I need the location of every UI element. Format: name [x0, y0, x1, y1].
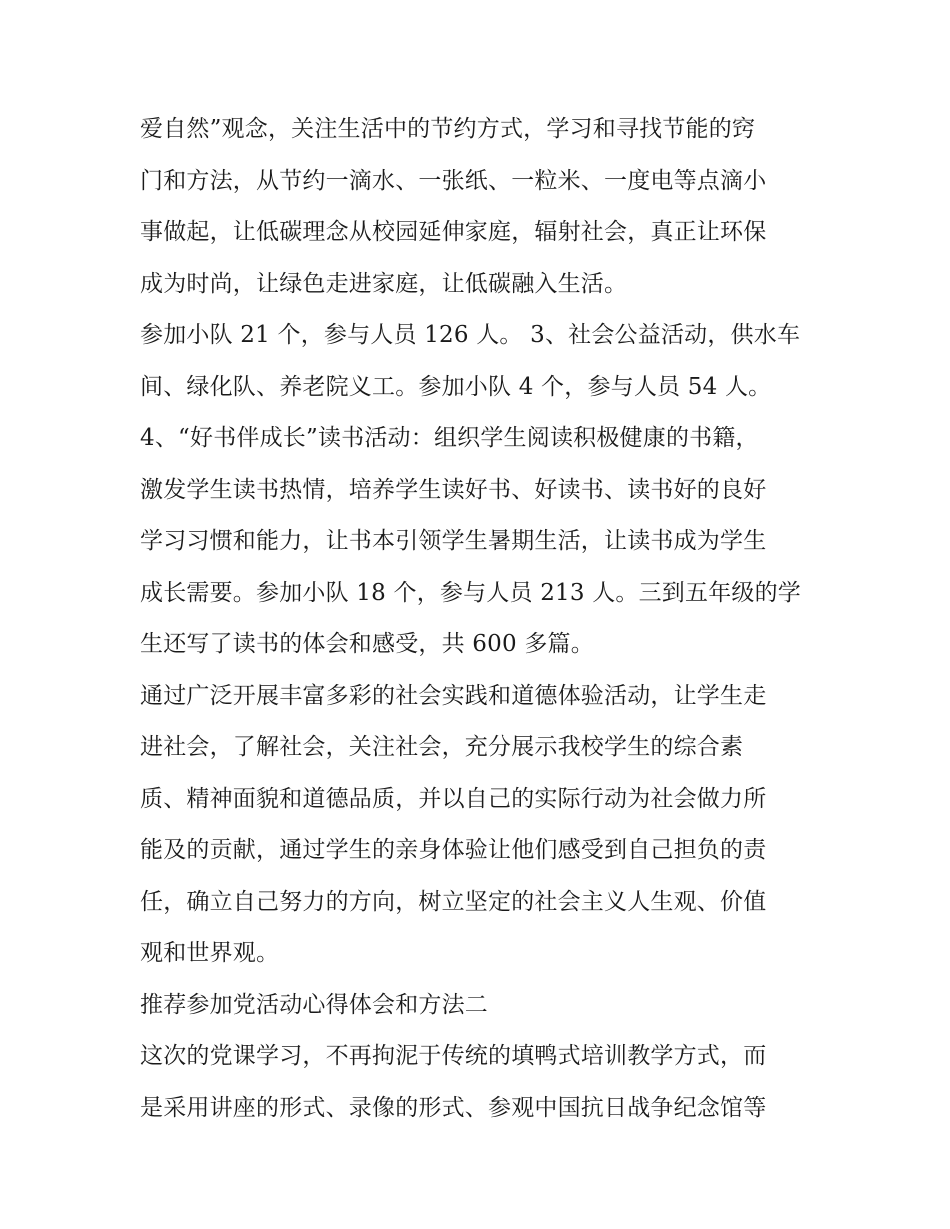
- text-line: 成为时尚，让绿色走进家庭，让低碳融入生活。: [140, 270, 628, 297]
- text-line: 激发学生读书热情，培养学生读好书、好读书、读书好的良好: [140, 476, 767, 503]
- text-line: 是采用讲座的形式、录像的形式、参观中国抗日战争纪念馆等: [140, 1094, 767, 1121]
- heading-line: 推荐参加党活动心得体会和方法二: [140, 991, 488, 1018]
- text-line: 4、“好书伴成长”读书活动：组织学生阅读积极健康的书籍，: [140, 425, 759, 451]
- text-line: 爱自然”观念，关注生活中的节约方式，学习和寻找节能的窍: [140, 116, 756, 142]
- document-page: [140, 104, 820, 1134]
- text-line: 通过广泛开展丰富多彩的社会实践和道德体验活动，让学生走: [140, 682, 767, 709]
- text-line: 门和方法，从节约一滴水、一张纸、一粒米、一度电等点滴小: [140, 167, 767, 194]
- paragraph-low-carbon: [140, 104, 820, 310]
- paragraph-public-welfare: [140, 310, 820, 413]
- paragraph-summary: [140, 671, 820, 980]
- text-line: 间、绿化队、养老院义工。参加小队 4 个，参与人员 54 人。: [140, 373, 772, 400]
- text-line: 成长需要。参加小队 18 个，参与人员 213 人。三到五年级的学: [140, 579, 802, 606]
- text-line: 观和世界观。: [140, 940, 280, 966]
- text-line: 学习习惯和能力，让书本引领学生暑期生活，让读书成为学生: [140, 528, 767, 554]
- text-line: 质、精神面貌和道德品质，并以自己的实际行动为社会做力所: [140, 785, 767, 812]
- text-line: 任，确立自己努力的方向，树立坚定的社会主义人生观、价值: [140, 888, 767, 915]
- text-line: 事做起，让低碳理念从校园延伸家庭，辐射社会，真正让环保: [140, 219, 767, 245]
- paragraph-reading-activity: [140, 413, 820, 671]
- paragraph-party-lesson: [140, 1031, 820, 1134]
- text-line: 能及的贡献，通过学生的亲身体验让他们感受到自己担负的责: [140, 837, 767, 863]
- text-line: 参加小队 21 个，参与人员 126 人。 3、社会公益活动，供水车: [140, 322, 801, 348]
- section-heading: [140, 980, 820, 1032]
- text-line: 生还写了读书的体会和感受，共 600 多篇。: [140, 631, 594, 657]
- text-line: 进社会，了解社会，关注社会，充分展示我校学生的综合素: [140, 734, 744, 760]
- text-line: 这次的党课学习，不再拘泥于传统的填鸭式培训教学方式，而: [140, 1043, 767, 1069]
